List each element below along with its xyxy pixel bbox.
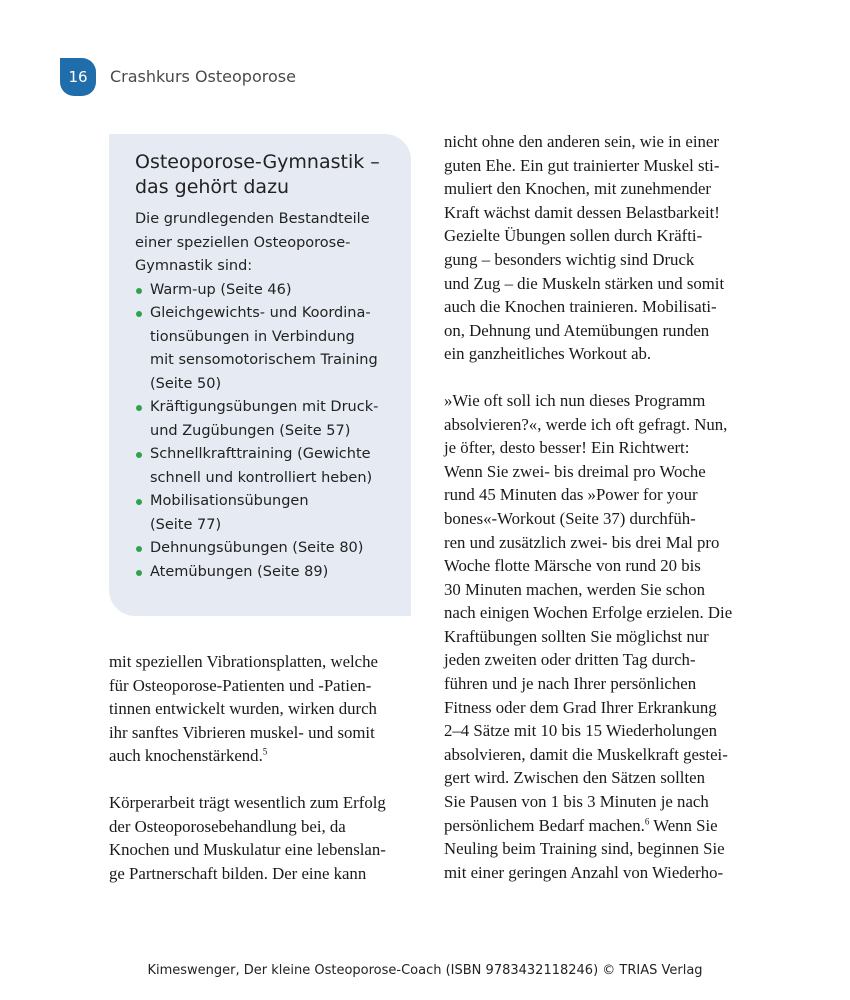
list-item: Mobilisationsübungen (Seite 77) [135, 490, 395, 537]
info-box-title: Osteoporose-Gymnastik – das gehört dazu [135, 151, 380, 198]
list-item: Dehnungsübungen (Seite 80) [135, 537, 395, 561]
footnote-marker: 6 [644, 816, 650, 827]
list-item: Kräftigungsübungen mit Druck- und Zugübungen (Seite 57) [135, 396, 395, 443]
page-number-badge [60, 58, 96, 96]
list-item: Atemübungen (Seite 89) [135, 561, 395, 585]
right-column-text [444, 130, 764, 884]
list-item: Gleichgewichts- und Koordina- tionsübungen in Verbindung mit sensomotorischem Training (Seite 50) [135, 302, 395, 396]
paragraph: »Wie oft soll ich nun dieses Programm absolvieren?«, werde ich oft gefragt. Nun, je öfter, desto besser! Ein Richtwert: Wenn Sie zwei- bis dreimal pro Woche rund 45 Minuten das »Power for your bones«-Workout (Seite 37) durchfüh- ren und zusätzlich zwei- bis drei Mal pro Woche flotte Märsche von rund 20 bis 30 Minuten machen, werden Sie schon nach einigen Wochen Erfolge erzielen. Die Kraftübungen sollten Sie möglichst nur jeden zweiten oder dritten Tag durch- führen und je nach Ihrer persönlichen Fitness oder dem Grad Ihrer Erkrankung 2–4 Sätze mit 10 bis 15 Wiederholungen absolvieren, damit die Muskelkraft gestei- gert wird. Zwischen den Sätzen sollten Sie Pausen von 1 bis 3 Minuten je nach persönlichem Bedarf machen.$^6$ Wenn Sie Neuling beim Training sind, beginnen Sie mit einer geringen Anzahl von Wiederho- [444, 390, 733, 882]
paragraph: mit speziellen Vibrationsplatten, welche für Osteoporose-Patienten und -Patien- tinnen entwickelt wurden, wirken durch ihr sanftes Vibrieren muskel- und somit auch knochenstärkend.$^5$ [109, 652, 378, 766]
info-box-intro: Die grundlegenden Bestandteile einer speziellen Osteoporose- Gymnastik sind: [135, 211, 370, 274]
footnote-marker: 5 [262, 746, 268, 757]
paragraph: nicht ohne den anderen sein, wie in einer guten Ehe. Ein gut trainierter Muskel sti- muliert den Knochen, mit zunehmender Kraft wächst damit dessen Belastbarkeit! Gezielte Übungen sollen durch Kräfti- gung – besonders wichtig sind Druck und Zug – die Muskeln stärken und somit auch die Knochen trainieren. Mobilisati- on, Dehnung und Atemübungen runden ein ganzheitliches Workout ab. [444, 132, 725, 364]
page-number: 16 [68, 68, 88, 86]
info-box [109, 134, 411, 616]
running-title: Crashkurs Osteoporose [110, 67, 296, 86]
left-column-text [109, 650, 414, 885]
info-box-list [135, 279, 395, 585]
paragraph: Körperarbeit trägt wesentlich zum Erfolg der Osteoporosebehandlung bei, da Knochen und Muskulatur eine lebenslan- ge Partnerschaft bilden. Der eine kann [109, 792, 386, 883]
list-item: Warm-up (Seite 46) [135, 279, 395, 303]
footer-citation: Kimeswenger, Der kleine Osteoporose-Coach (ISBN 9783432118246) © TRIAS Verlag [147, 963, 703, 978]
list-item: Schnellkrafttraining (Gewichte schnell und kontrolliert heben) [135, 443, 395, 490]
